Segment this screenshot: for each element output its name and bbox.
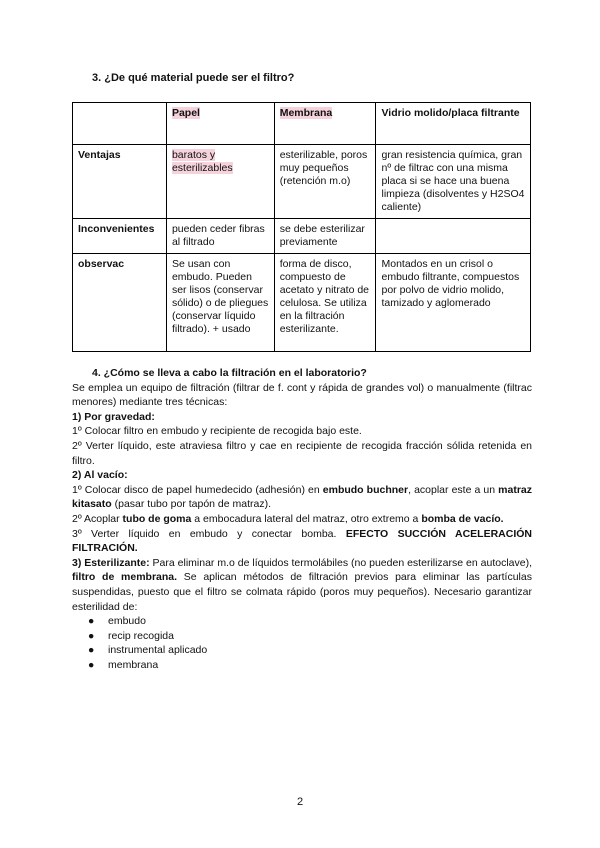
table-header-vidrio: Vidrio molido/placa filtrante bbox=[376, 103, 531, 145]
question-4-section bbox=[72, 366, 532, 672]
header-membrana-label: Membrana bbox=[279, 107, 333, 119]
list-item-text: embudo bbox=[108, 615, 146, 628]
cell-inconvenientes-papel: pueden ceder fibras al filtrado bbox=[166, 219, 274, 254]
list-item bbox=[88, 614, 532, 629]
vacio-s2d: bomba de vacío. bbox=[421, 512, 504, 525]
vacio-s1a: 1º Colocar disco de papel humedecido (adhesión) en bbox=[72, 483, 323, 496]
gravedad-heading: 1) Por gravedad: bbox=[72, 410, 155, 423]
row-label-ventajas: Ventajas bbox=[73, 145, 167, 219]
cell-observac-vidrio: Montados en un crisol o embudo filtrante, compuestos por polvo de vidrio molido, tamizado y aglomerado bbox=[376, 254, 531, 352]
bullet-icon: ● bbox=[88, 658, 95, 671]
cell-ventajas-vidrio: gran resistencia química, gran nº de filtrac con una misma placa si se hace una buena limpieza (disolventes y H2SO4 caliente) bbox=[376, 145, 531, 219]
cell-inconvenientes-vidrio bbox=[376, 219, 531, 254]
vacio-s1c: , acoplar este a un bbox=[408, 483, 499, 496]
list-item-text: recip recogida bbox=[108, 629, 174, 642]
esterilizante-t2: filtro de membrana. bbox=[72, 571, 178, 584]
question-3-title: 3. ¿De qué material puede ser el filtro? bbox=[92, 72, 295, 84]
page-number: 2 bbox=[296, 796, 304, 808]
list-item-text: instrumental aplicado bbox=[108, 644, 208, 657]
gravedad-step-2: 2º Verter líquido, este atraviesa filtro y cae en recipiente de recogida fracción sólida retenida en filtro. bbox=[72, 439, 532, 467]
vacio-heading: 2) Al vacío: bbox=[72, 469, 128, 482]
table-header-papel bbox=[166, 103, 274, 145]
header-papel-label: Papel bbox=[171, 107, 200, 119]
vacio-step-2 bbox=[72, 512, 532, 527]
vacio-s1b: embudo buchner bbox=[322, 483, 409, 496]
list-item-text: membrana bbox=[108, 658, 159, 671]
cell-inconvenientes-membrana: se debe esterilizar previamente bbox=[274, 219, 376, 254]
vacio-s3b: EFECTO SUCCIÓN ACELERACIÓN FILTRACIÓN. bbox=[72, 527, 532, 555]
bullet-icon: ● bbox=[88, 629, 95, 642]
table-row bbox=[73, 145, 531, 219]
cell-observac-papel: Se usan con embudo. Pueden ser lisos (conservar sólido) o de pliegues (conservar líquido filtrado). + usado bbox=[166, 254, 274, 352]
vacio-s3a: 3º Verter líquido en embudo y conectar bomba. bbox=[72, 527, 346, 540]
vacio-s2a: 2º Acoplar bbox=[72, 512, 123, 525]
gravedad-step-1: 1º Colocar filtro en embudo y recipiente de recogida bajo este. bbox=[72, 425, 362, 438]
esterilizante-heading: 3) Esterilizante: bbox=[72, 556, 150, 569]
bullet-icon: ● bbox=[88, 644, 95, 657]
vacio-s1d: matraz kitasato bbox=[72, 483, 533, 511]
question-4-intro: Se emplea un equipo de filtración (filtrar de f. cont y rápida de grandes vol) o manualmente (filtrac menores) mediante tres técnicas: bbox=[72, 381, 532, 409]
question-4-title: 4. ¿Cómo se lleva a cabo la filtración en el laboratorio? bbox=[92, 367, 367, 379]
filter-materials-table bbox=[72, 102, 531, 352]
table-header-row bbox=[73, 103, 531, 145]
table-row bbox=[73, 219, 531, 254]
table-header-membrana bbox=[274, 103, 376, 145]
vacio-step-1 bbox=[72, 483, 532, 512]
bullet-icon: ● bbox=[88, 615, 95, 628]
row-label-inconvenientes: Inconvenientes bbox=[73, 219, 167, 254]
vacio-s2c: a embocadura lateral del matraz, otro extremo a bbox=[191, 512, 422, 525]
esterilizante-t3: Se aplican métodos de filtración previos para eliminar las partículas suspendidas, puesto que el filtro se colmata rápido (poros muy pequeños). Necesario garantizar esterilidad de: bbox=[72, 571, 532, 613]
cell-ventajas-papel bbox=[166, 145, 274, 219]
cell-ventajas-membrana: esterilizable, poros muy pequeños (retención m.o) bbox=[274, 145, 376, 219]
cell-ventajas-papel-text: baratos y esterilizables bbox=[171, 149, 233, 174]
esterilizante-paragraph bbox=[72, 556, 532, 614]
table-row bbox=[73, 254, 531, 352]
table-header-empty bbox=[73, 103, 167, 145]
list-item bbox=[88, 629, 532, 644]
list-item bbox=[88, 658, 532, 673]
vacio-s2b: tubo de goma bbox=[122, 512, 192, 525]
vacio-step-3 bbox=[72, 527, 532, 556]
esterilizante-t1: Para eliminar m.o de líquidos termolábiles (no pueden esterilizarse en autoclave), bbox=[149, 556, 533, 569]
cell-observac-membrana: forma de disco, compuesto de acetato y nitrato de celulosa. Se utiliza en la filtración esterilizante. bbox=[274, 254, 376, 352]
vacio-s1e: (pasar tubo por tapón de matraz). bbox=[111, 498, 272, 511]
row-label-observac: observac bbox=[73, 254, 167, 352]
sterility-list bbox=[72, 614, 532, 672]
list-item bbox=[88, 643, 532, 658]
